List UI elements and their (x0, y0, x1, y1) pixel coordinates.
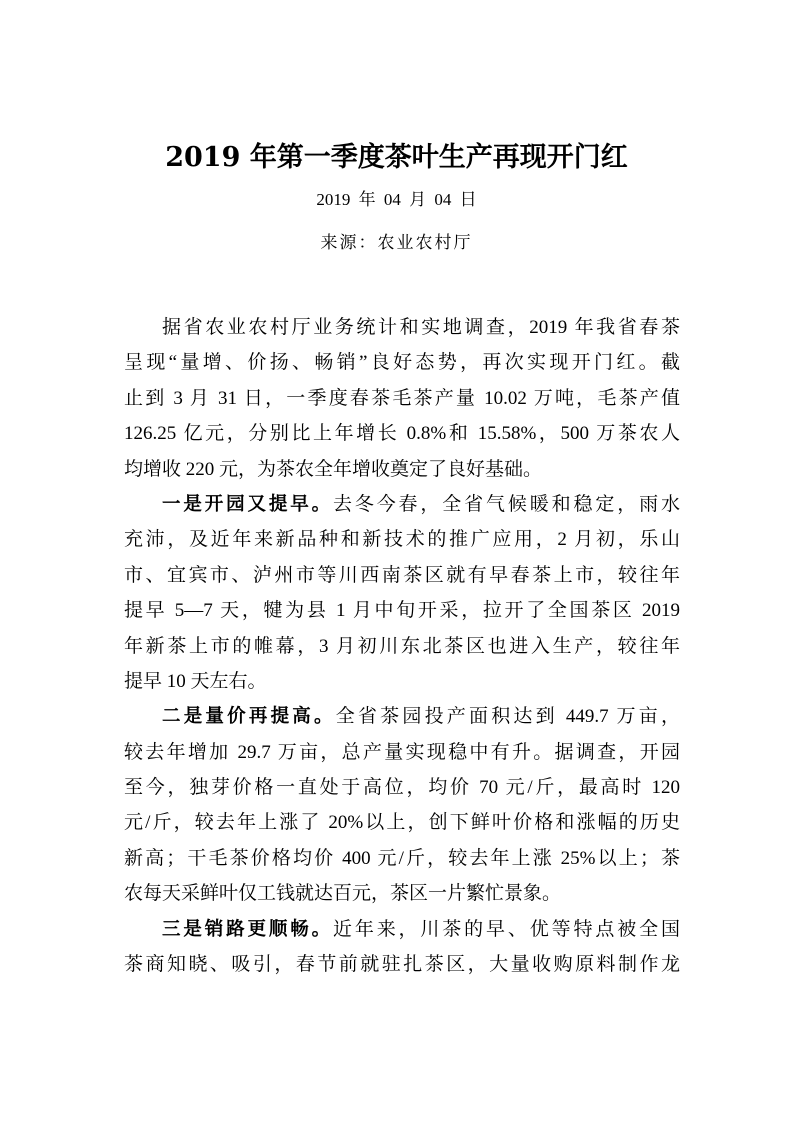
text-line (124, 912, 680, 947)
paragraph-lead: 一是开园又提早。 (162, 493, 333, 515)
text-line: 据省农业农村厅业务统计和实地调查，2019 年我省春茶 (162, 317, 680, 338)
text-line (124, 487, 680, 522)
paragraph-volume-price (124, 699, 680, 911)
text-line: 126.25 亿元，分别比上年增长 0.8%和 15.58%，500 万茶农人 (124, 423, 680, 445)
text-span: 全省茶园投产面积达到 449.7 万亩， (335, 706, 680, 728)
paragraph-early-opening (124, 487, 680, 699)
text-line: 至今，独芽价格一直处于高位，均价 70 元/斤，最高时 120 (124, 777, 680, 799)
text-line: 止到 3 月 31 日，一季度春茶毛茶产量 10.02 万吨，毛茶产值 (124, 387, 680, 409)
text-line (124, 699, 680, 734)
text-span: 近年来，川茶的早、优等特点被全国 (332, 918, 680, 940)
text-span: 去冬今春，全省气候暖和稳定，雨水 (332, 493, 680, 515)
paragraph-sales (124, 912, 680, 983)
article-title: 2019 年第一季度茶叶生产再现开门红 (165, 142, 628, 173)
text-line: 均增收 220 元，为茶农全年增收奠定了良好基础。 (124, 458, 543, 480)
text-line: 较去年增加 29.7 万亩，总产量实现稳中有升。据调查，开园 (124, 741, 680, 763)
text-line: 农每天采鲜叶仅工钱就达百元，茶区一片繁忙景象。 (124, 883, 562, 905)
article-source: 来源：农业农村厅 (320, 233, 473, 252)
text-line: 提早 5—7 天，犍为县 1 月中旬开采，拉开了全国茶区 2019 (124, 600, 680, 622)
paragraph-intro (124, 310, 680, 487)
text-line: 呈现“量增、价扬、畅销”良好态势，再次实现开门红。截 (124, 352, 680, 374)
text-line: 市、宜宾市、泸州市等川西南茶区就有早春茶上市，较往年 (124, 564, 680, 586)
paragraph-lead: 三是销路更顺畅。 (162, 918, 333, 940)
text-line: 新高；干毛茶价格均价 400 元/斤，较去年上涨 25%以上；茶 (124, 847, 680, 869)
article-body (124, 310, 680, 982)
paragraph-lead: 二是量价再提高。 (162, 706, 336, 728)
text-line: 年新茶上市的帷幕，3 月初川东北茶区也进入生产，较往年 (124, 635, 680, 657)
text-line: 元/斤，较去年上涨了 20%以上，创下鲜叶价格和涨幅的历史 (124, 812, 680, 834)
text-line: 茶商知晓、吸引，春节前就驻扎茶区，大量收购原料制作龙 (124, 954, 680, 976)
text-line: 充沛，及近年来新品种和新技术的推广应用，2 月初，乐山 (124, 529, 680, 551)
text-line: 提早 10 天左右。 (124, 670, 267, 692)
publish-date: 2019 年 04 月 04 日 (316, 190, 477, 209)
